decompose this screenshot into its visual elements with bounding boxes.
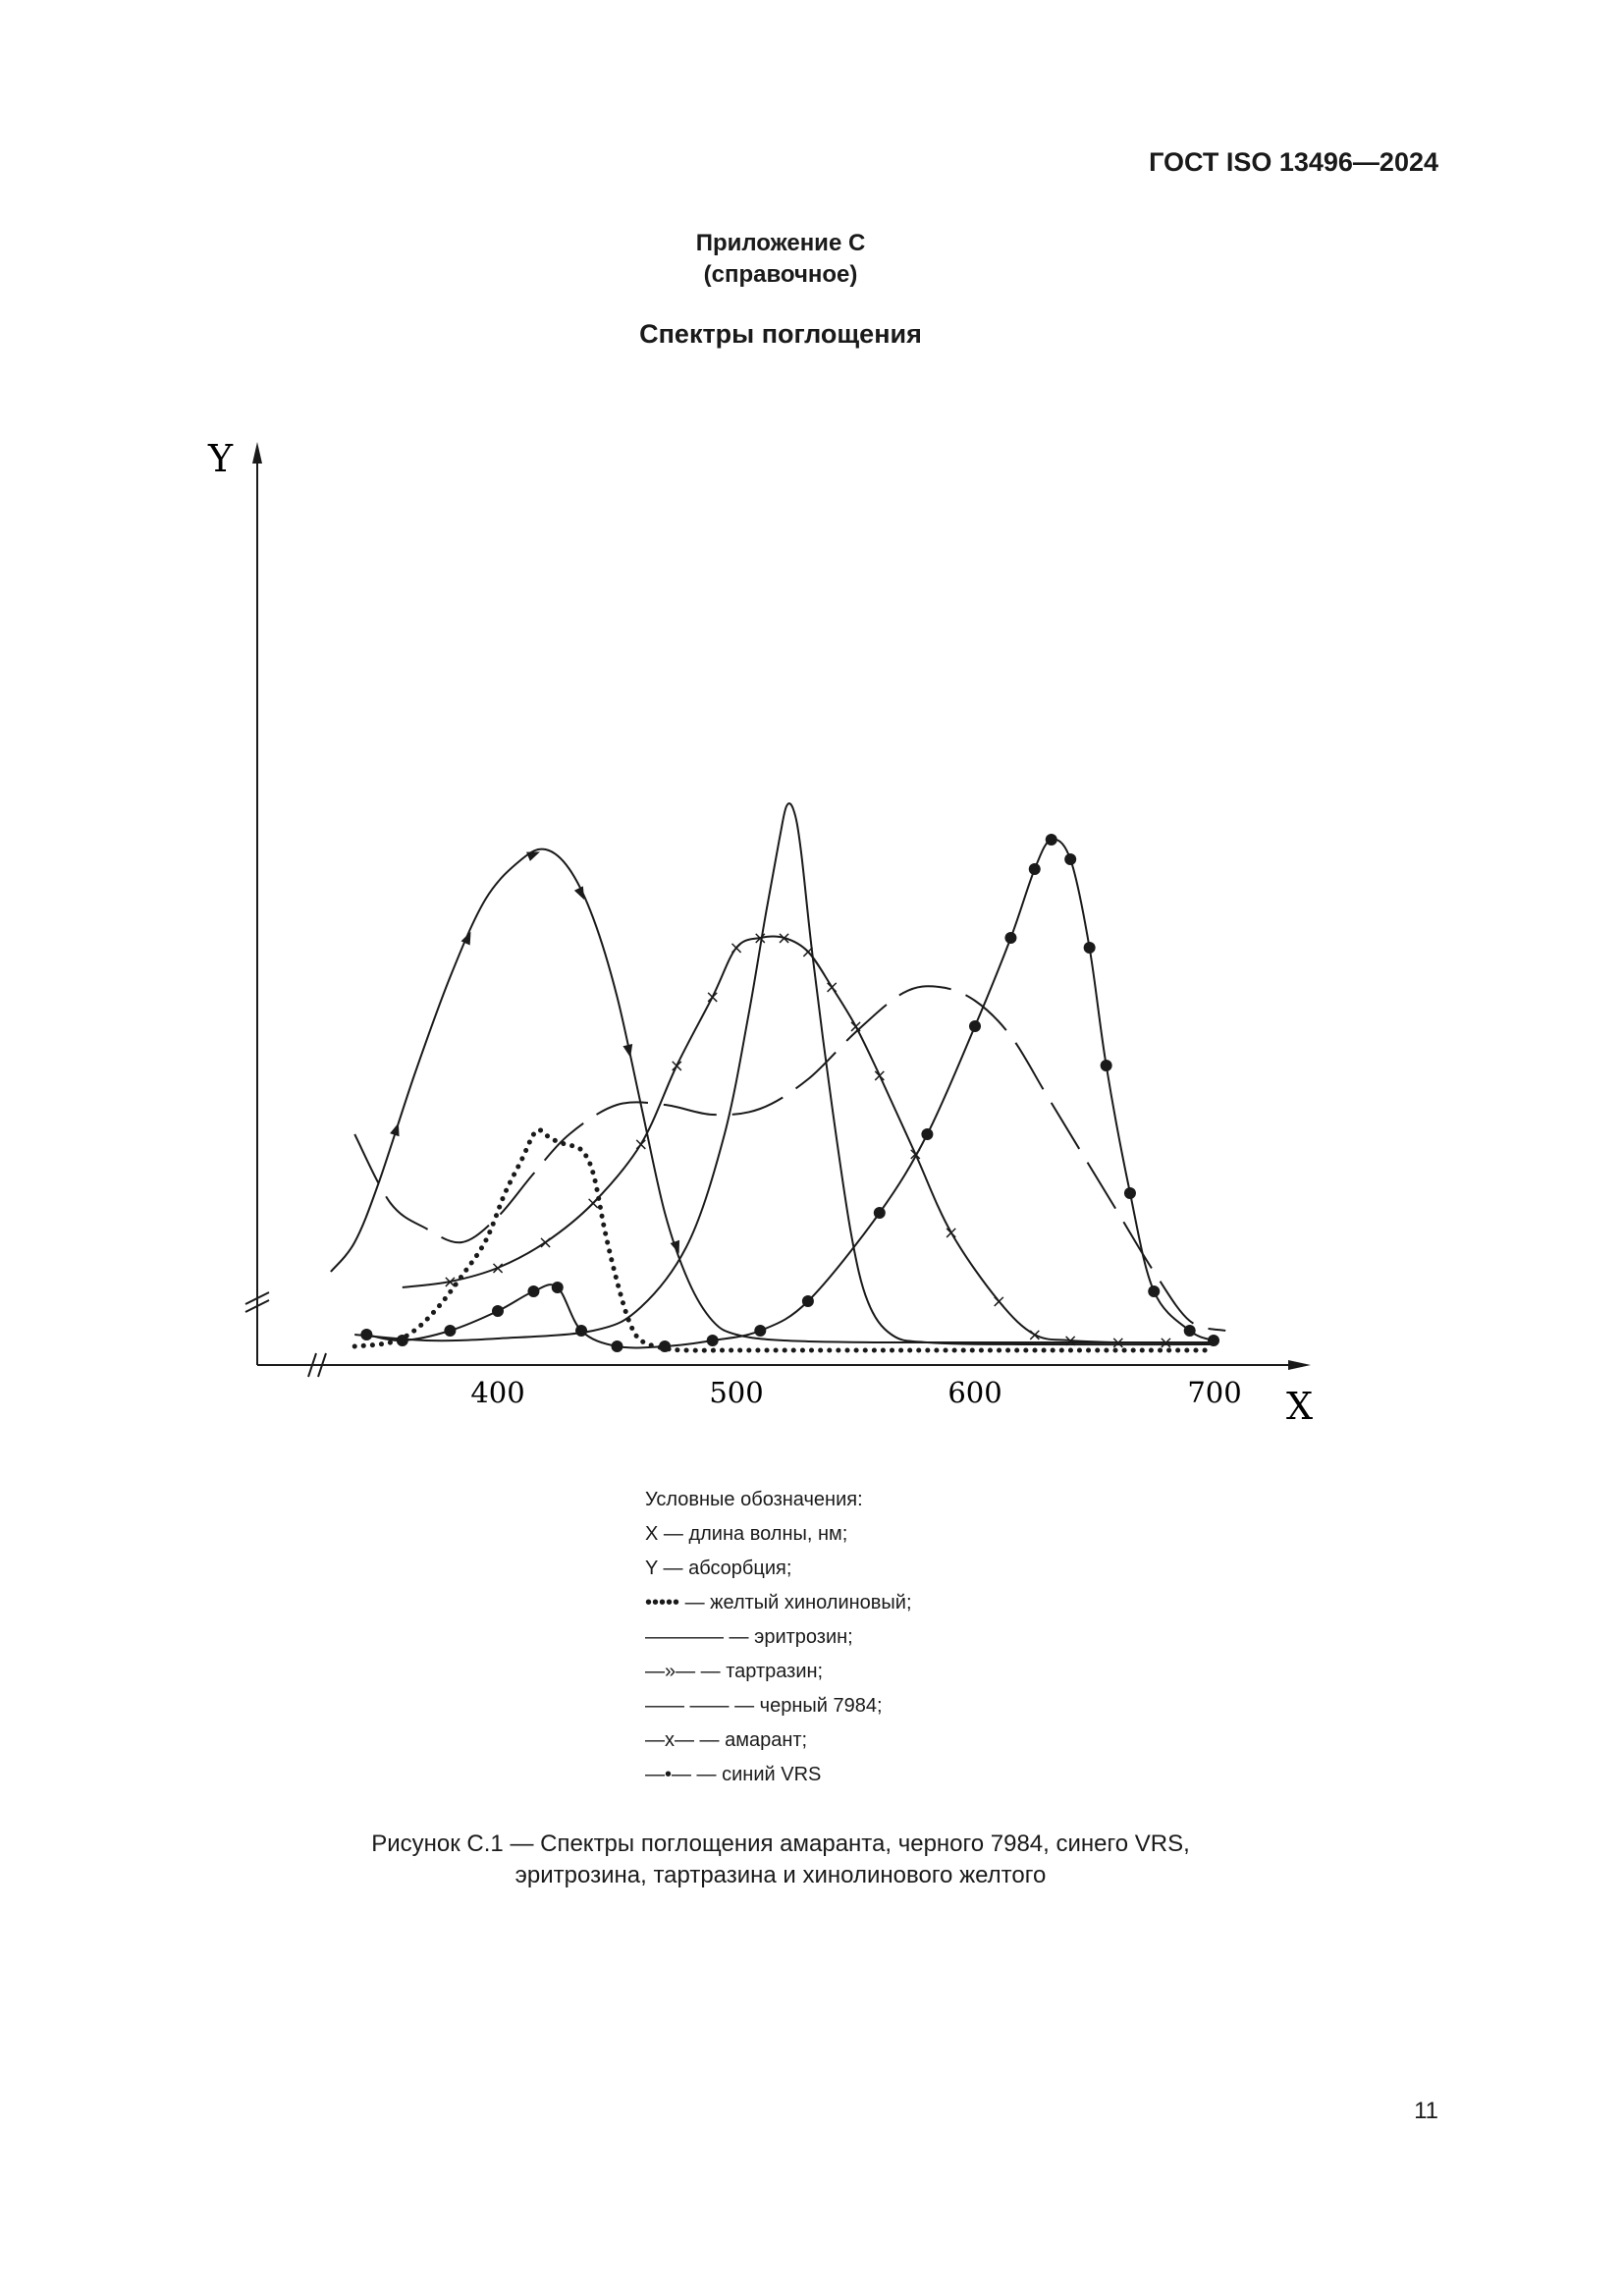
data-point xyxy=(527,1285,539,1297)
data-point xyxy=(1029,863,1041,875)
series-тартразин xyxy=(331,847,1214,1342)
data-point xyxy=(754,1325,766,1337)
figure-legend xyxy=(645,1483,912,1792)
data-point xyxy=(552,1282,564,1293)
data-point xyxy=(802,1295,814,1307)
x-marker: × xyxy=(907,1144,923,1165)
legend-item-amaranth: —x— — амарант; xyxy=(645,1729,808,1751)
x-axis-arrow xyxy=(1288,1360,1311,1370)
data-point xyxy=(1208,1335,1219,1346)
data-point xyxy=(1046,834,1057,846)
x-marker: × xyxy=(729,938,744,958)
x-marker: × xyxy=(669,1056,684,1076)
annex-subtitle: (справочное) xyxy=(703,261,858,288)
x-marker: × xyxy=(872,1066,888,1086)
x-axis-label: X xyxy=(1286,1385,1314,1428)
data-point xyxy=(1148,1285,1160,1297)
series-line-эритрозин xyxy=(354,803,1214,1344)
data-point xyxy=(492,1305,504,1317)
series-line-амарант xyxy=(403,936,1214,1342)
chart-series-layer xyxy=(331,803,1225,1353)
x-marker: × xyxy=(1027,1325,1043,1345)
x-marker: × xyxy=(538,1232,554,1253)
x-marker: × xyxy=(705,987,721,1008)
series-эритрозин xyxy=(354,803,1214,1344)
y-axis-label: Y xyxy=(208,437,234,480)
x-marker: × xyxy=(1110,1333,1126,1353)
data-point xyxy=(444,1325,456,1337)
x-tick-label-500: 500 xyxy=(709,1376,764,1409)
series-line-тартразин xyxy=(331,849,1214,1343)
data-point xyxy=(659,1340,671,1352)
x-marker: × xyxy=(442,1272,458,1292)
x-marker: × xyxy=(1062,1331,1078,1351)
figure-caption xyxy=(0,1829,1561,1891)
data-point xyxy=(1124,1187,1136,1199)
page-number: 11 xyxy=(1414,2098,1438,2124)
x-tick-label-600: 600 xyxy=(947,1376,1002,1409)
x-marker: × xyxy=(1158,1333,1173,1353)
x-marker: × xyxy=(991,1291,1006,1312)
legend-item-black-7984: —— —— — черный 7984; xyxy=(645,1695,883,1717)
arrow-marker xyxy=(390,1121,404,1136)
x-marker: × xyxy=(777,928,792,949)
x-marker: × xyxy=(490,1258,506,1279)
figure-caption-line-1: Рисунок С.1 — Спектры поглощения амаранта, черного 7984, синего VRS, xyxy=(371,1831,1190,1857)
data-point xyxy=(1004,932,1016,944)
data-point xyxy=(1184,1325,1196,1337)
y-axis-arrow xyxy=(252,442,262,464)
data-point xyxy=(397,1335,408,1346)
x-marker: × xyxy=(847,1016,864,1037)
data-point xyxy=(969,1020,981,1032)
figure-caption-line-2: эритрозина, тартразина и хинолинового желтого xyxy=(514,1862,1047,1888)
x-marker: × xyxy=(800,942,816,962)
data-point xyxy=(360,1329,372,1340)
legend-item-tartrazine: —»— — тартразин; xyxy=(645,1661,824,1682)
data-point xyxy=(707,1335,719,1346)
arrow-marker xyxy=(622,1044,635,1059)
data-point xyxy=(874,1207,886,1219)
x-marker: × xyxy=(633,1134,649,1155)
series-line-черный-7984 xyxy=(354,986,1225,1331)
x-marker: × xyxy=(824,977,839,998)
legend-item-erythrosine: ———— — эритрозин; xyxy=(645,1626,853,1648)
x-tick-label-400: 400 xyxy=(470,1376,525,1409)
legend-item-blue-vrs: —•— — синий VRS xyxy=(645,1764,822,1785)
data-point xyxy=(921,1128,933,1140)
data-point xyxy=(1064,853,1076,865)
data-point xyxy=(575,1325,587,1337)
x-marker: × xyxy=(944,1223,959,1243)
data-point xyxy=(612,1340,623,1352)
legend-item-quinoline-yellow: ••••• — желтый хинолиновый; xyxy=(645,1592,912,1613)
annex-title: Приложение С xyxy=(695,230,866,256)
series-амарант xyxy=(403,928,1214,1353)
x-marker: × xyxy=(585,1193,601,1214)
section-title: Спектры поглощения xyxy=(639,319,922,349)
x-marker: × xyxy=(752,928,768,949)
legend-item-x-axis: X — длина волны, нм; xyxy=(645,1523,848,1545)
x-tick-label-700: 700 xyxy=(1187,1376,1242,1409)
series-черный-7984 xyxy=(354,986,1225,1331)
legend-item-y-axis: Y — абсорбция; xyxy=(645,1558,792,1579)
legend-heading: Условные обозначения: xyxy=(645,1489,863,1510)
data-point xyxy=(1101,1060,1112,1071)
standard-designation: ГОСТ ISO 13496—2024 xyxy=(1149,147,1438,177)
data-point xyxy=(1084,942,1096,954)
